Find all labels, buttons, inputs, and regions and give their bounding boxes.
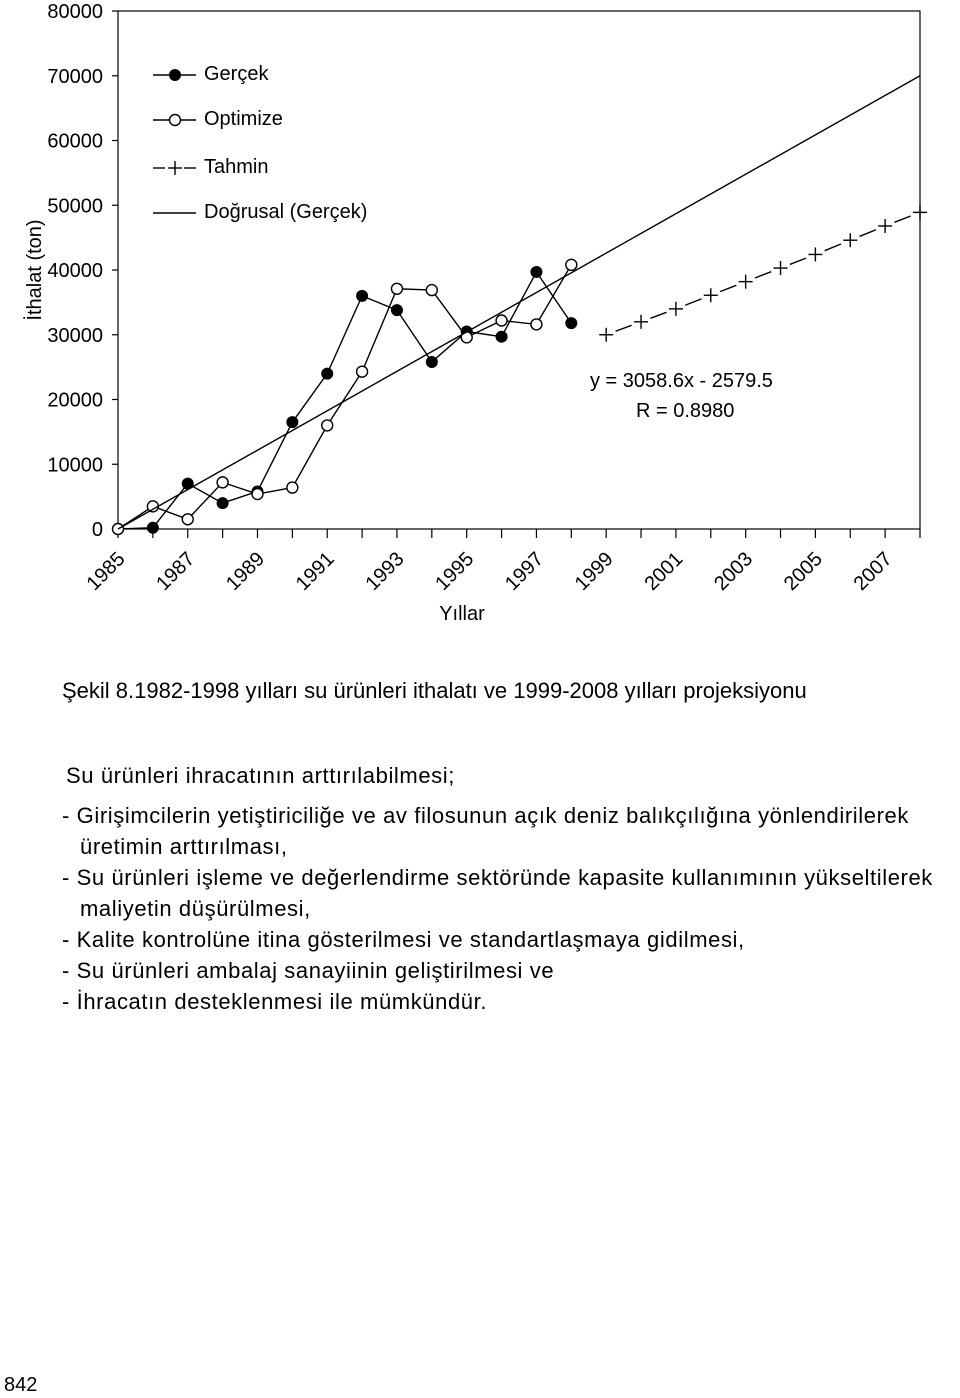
series-0-point <box>322 368 333 379</box>
series-2-segment <box>685 299 701 305</box>
x-tick-label: 2001 <box>640 547 688 596</box>
y-tick-label: 80000 <box>47 1 103 23</box>
series-1-point <box>252 489 263 500</box>
x-tick-label: 2007 <box>849 547 897 596</box>
y-axis <box>47 1 118 541</box>
series-1-point <box>566 259 577 270</box>
series-0-point <box>426 356 437 367</box>
series-0-point <box>496 331 507 342</box>
series-3-line <box>118 76 920 529</box>
page-number: 842 <box>4 1374 38 1396</box>
series-2-segment <box>860 230 876 237</box>
y-tick-label: 20000 <box>47 389 103 412</box>
list-item: - Su ürünleri işleme ve değerlendirme sektöründe kapasite kullanımının yükseltilerek maliyetin düşürülmesi, <box>62 865 933 921</box>
filled-circle-marker-icon <box>170 70 181 81</box>
series-2-segment <box>894 216 910 222</box>
x-tick-label: 1997 <box>500 547 548 596</box>
legend <box>153 63 367 223</box>
series-0-point <box>147 522 158 533</box>
series-1-point <box>391 283 402 294</box>
plus-marker-icon <box>168 161 182 175</box>
regression-r-value: R = 0.8980 <box>636 400 735 422</box>
x-tick-label: 2003 <box>710 547 758 596</box>
series-2-segment <box>616 325 632 331</box>
series-2-point <box>774 261 788 275</box>
legend-label-dogrusal: Doğrusal (Gerçek) <box>204 201 368 223</box>
x-tick-label: 1985 <box>82 547 130 596</box>
series-1-point <box>496 315 507 326</box>
series-1-point <box>531 319 542 330</box>
figure-caption: Şekil 8.1982-1998 yılları su ürünleri ithalatı ve 1999-2008 yılları projeksiyonu <box>62 678 807 703</box>
series-0-point <box>217 498 228 509</box>
series-2-point <box>704 288 718 302</box>
import-line-chart <box>0 0 960 640</box>
series-2-point <box>669 302 683 316</box>
series-1-point <box>322 420 333 431</box>
series-layer <box>113 76 928 535</box>
x-tick-label: 1989 <box>221 547 270 596</box>
x-tick-label: 1995 <box>431 547 479 596</box>
series-2-point <box>843 233 857 247</box>
series-1-point <box>182 514 193 525</box>
list-item: - İhracatın desteklenmesi ile mümkündür. <box>62 989 488 1014</box>
plot-frame <box>118 11 920 529</box>
y-axis-title: İthalat (ton) <box>24 219 46 321</box>
x-tick-label: 1991 <box>291 547 339 596</box>
series-2-point <box>878 219 892 233</box>
series-1-point <box>287 482 298 493</box>
legend-item-optimize <box>153 108 283 130</box>
legend-label-gercek: Gerçek <box>204 63 269 85</box>
series-2-point <box>913 205 927 219</box>
series-2-segment <box>790 258 806 264</box>
series-0-point <box>391 305 402 316</box>
x-tick-label: 1999 <box>570 547 618 596</box>
x-axis-title: Yıllar <box>439 603 485 625</box>
body-intro: Su ürünleri ihracatının arttırılabilmesi; <box>66 763 455 788</box>
list-item: - Su ürünleri ambalaj sanayiinin geliştirilmesi ve <box>62 958 555 983</box>
legend-item-dogrusal <box>153 201 367 223</box>
x-tick-label: 2005 <box>779 547 827 596</box>
series-2-point <box>599 328 613 342</box>
y-tick-label: 60000 <box>47 130 103 153</box>
list-item: - Girişimcilerin yetiştiriciliğe ve av filosunun açık deniz balıkçılığına yönlendirilerek üretimin arttırılması, <box>62 803 909 859</box>
series-2-segment <box>755 272 771 278</box>
series-1-point <box>217 477 228 488</box>
series-2-segment <box>825 244 841 251</box>
series-2-point <box>634 315 648 329</box>
x-tick-label: 1993 <box>361 547 409 596</box>
body-text <box>62 760 952 1017</box>
series-2-point <box>739 275 753 289</box>
y-tick-label: 30000 <box>47 324 103 347</box>
y-tick-label: 40000 <box>47 260 103 282</box>
series-2-segment <box>720 285 736 291</box>
series-2-segment <box>650 312 666 318</box>
open-circle-marker-icon <box>170 115 181 126</box>
y-tick-label: 0 <box>91 519 103 541</box>
y-tick-label: 50000 <box>47 195 103 218</box>
y-tick-label: 10000 <box>47 454 103 477</box>
legend-item-tahmin <box>153 156 268 178</box>
series-0-point <box>287 417 298 428</box>
series-0-point <box>566 318 577 329</box>
y-tick-label: 70000 <box>47 65 103 88</box>
series-2-point <box>808 247 822 261</box>
legend-item-gercek <box>153 63 269 85</box>
series-0-point <box>531 266 542 277</box>
series-1-point <box>357 366 368 377</box>
legend-label-tahmin: Tahmin <box>204 156 269 178</box>
x-axis <box>83 529 920 595</box>
list-item: - Kalite kontrolüne itina gösterilmesi ve standartlaşmaya gidilmesi, <box>62 927 745 952</box>
series-0-point <box>357 290 368 301</box>
series-1-point <box>426 285 437 296</box>
regression-equation: y = 3058.6x - 2579.5 <box>590 370 773 392</box>
x-tick-label: 1987 <box>152 547 200 596</box>
measure-list <box>62 800 952 1017</box>
legend-label-optimize: Optimize <box>204 108 283 130</box>
